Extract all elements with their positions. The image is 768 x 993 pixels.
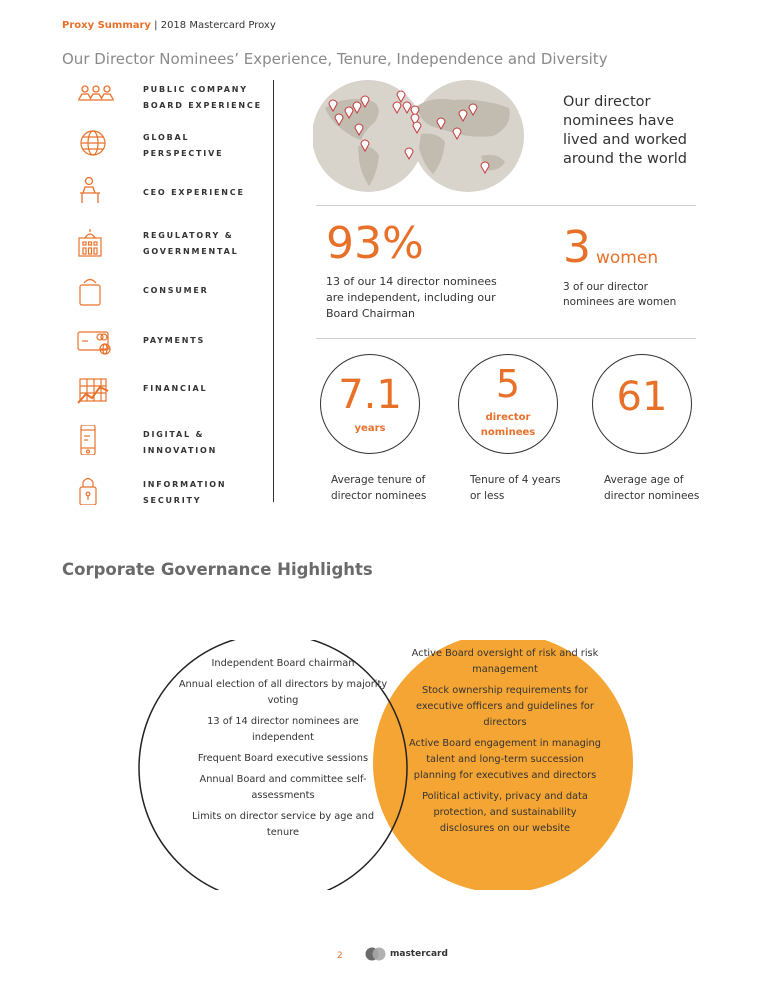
average-tenure-value: 7.1 — [338, 372, 402, 418]
world-caption: Our director nominees have lived and worked around the world — [563, 94, 687, 167]
list-item: Frequent Board executive sessions — [197, 753, 369, 764]
document-title: 2018 Mastercard Proxy — [160, 20, 276, 31]
list-item: Limits on director service by age and tenure — [191, 811, 375, 838]
ceo-at-desk-icon — [76, 176, 116, 206]
list-item: Annual election of all directors by majority voting — [178, 679, 388, 706]
padlock-icon — [76, 475, 116, 505]
skill-label-ceo: CEO EXPERIENCE — [143, 188, 245, 197]
list-item: 13 of 14 director nominees are independent — [207, 716, 359, 743]
governance-title: Corporate Governance Highlights — [62, 560, 373, 579]
world-map-icon — [313, 78, 543, 194]
divider-vertical — [273, 80, 274, 502]
list-item: Active Board oversight of risk and risk management — [411, 648, 599, 675]
financial-chart-icon — [76, 377, 116, 407]
women-description: 3 of our director nominees are women — [563, 281, 677, 308]
skill-label-board: PUBLIC COMPANY BOARD EXPERIENCE — [143, 85, 262, 110]
women-word: women — [596, 248, 659, 268]
skill-label-digital: DIGITAL & INNOVATION — [143, 430, 218, 455]
payment-card-icon — [76, 328, 116, 358]
short-tenure-value: 5 — [495, 362, 521, 406]
skill-label-regulatory: REGULATORY & GOVERNMENTAL — [143, 231, 239, 256]
page-title: Our Director Nominees’ Experience, Tenure, Independence and Diversity — [62, 50, 608, 68]
average-age-value: 61 — [616, 374, 668, 420]
short-tenure-unit: director nominees — [480, 412, 536, 438]
list-item: Independent Board chairman — [211, 658, 355, 669]
divider-horizontal — [316, 338, 696, 339]
header-separator: | — [154, 20, 158, 31]
section-name: Proxy Summary — [62, 20, 151, 31]
list-item: Active Board engagement in managing talent and long-term succession planning for executives and directors — [409, 738, 601, 781]
divider-horizontal — [316, 205, 696, 206]
average-age-description: Average age of director nominees — [604, 474, 700, 502]
mastercard-logo-icon — [365, 947, 387, 961]
governance-right-list — [405, 646, 605, 842]
independent-description: 13 of our 14 director nominees are independent, including our Board Chairman — [326, 275, 497, 320]
skill-label-financial: FINANCIAL — [143, 384, 208, 393]
list-item: Stock ownership requirements for executive officers and guidelines for directors — [416, 685, 594, 728]
women-count: 3 — [563, 222, 591, 273]
page-number: 2 — [337, 951, 343, 961]
running-header — [62, 20, 276, 31]
average-tenure-description: Average tenure of director nominees — [331, 474, 427, 502]
government-building-icon — [76, 228, 116, 258]
people-group-icon — [76, 82, 116, 112]
list-item: Political activity, privacy and data protection, and sustainability disclosures on our website — [422, 791, 588, 834]
skill-label-consumer: CONSUMER — [143, 286, 209, 295]
globe-icon — [76, 129, 116, 159]
list-item: Annual Board and committee self-assessments — [199, 774, 367, 801]
brand-name: mastercard — [390, 949, 448, 959]
mobile-device-icon — [76, 425, 116, 455]
independent-percent: 93% — [326, 218, 424, 269]
skill-label-global: GLOBAL PERSPECTIVE — [143, 133, 224, 158]
skill-label-infosec: INFORMATION SECURITY — [143, 480, 227, 505]
short-tenure-description: Tenure of 4 years or less — [470, 474, 561, 502]
skill-label-payments: PAYMENTS — [143, 336, 206, 345]
shopping-bag-icon — [76, 277, 116, 307]
governance-left-list — [178, 656, 388, 846]
average-tenure-unit: years — [354, 423, 386, 434]
